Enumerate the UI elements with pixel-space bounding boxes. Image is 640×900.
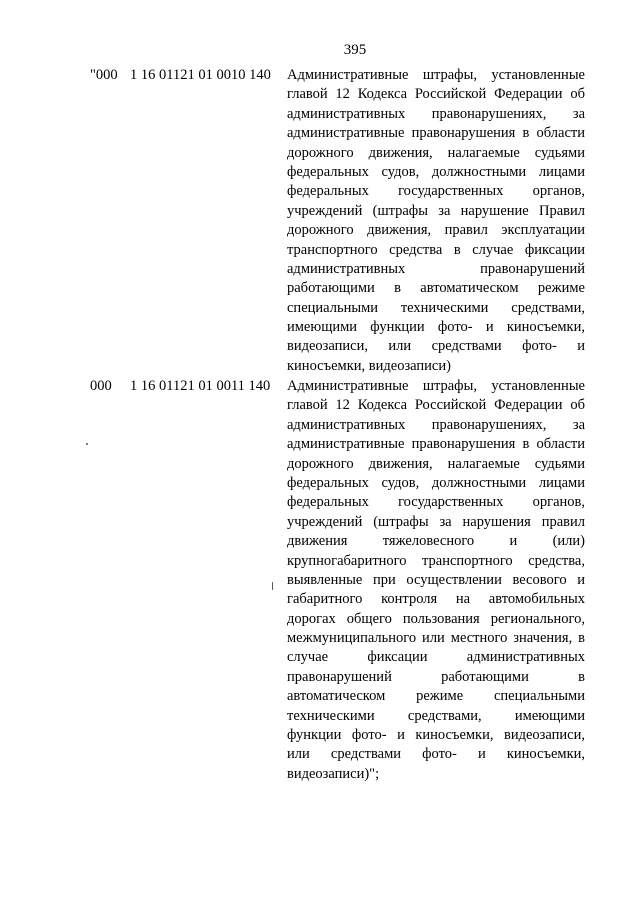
description-line: видеозаписи)"; xyxy=(287,765,380,782)
scan-speck xyxy=(272,582,273,590)
description-line: федеральных государственных органов, xyxy=(287,183,585,200)
description-line: автоматическом режиме специальными xyxy=(287,688,585,705)
description-line: выявленные при осуществлении весового и xyxy=(287,571,585,588)
entry-description xyxy=(287,66,585,376)
admin-code: "000 xyxy=(90,67,118,83)
description-line: видеозаписи, или средствами фото- и xyxy=(287,338,585,355)
description-line: административных правонарушениях, за xyxy=(287,105,585,122)
scan-speck xyxy=(86,443,88,445)
description-line: случае фиксации административных xyxy=(287,649,585,666)
description-line: имеющими функции фото- и киносъемки, xyxy=(287,319,585,336)
description-line: правонарушений работающими в xyxy=(287,668,585,685)
description-line: или средствами фото- и киносъемки, xyxy=(287,746,585,763)
description-line: крупногабаритного транспортного средства, xyxy=(287,552,585,569)
description-line: федеральных государственных органов, xyxy=(287,494,585,511)
description-line: федеральных судов, должностными лицами xyxy=(287,474,585,491)
description-line: функции фото- и киносъемки, видеозаписи, xyxy=(287,727,585,744)
description-line: движения тяжеловесного и (или) xyxy=(287,533,585,550)
description-line: Административные штрафы, установленные xyxy=(287,378,585,394)
budget-classification-code: 1 16 01121 01 0010 140 xyxy=(130,67,271,83)
description-line: главой 12 Кодекса Российской Федерации об xyxy=(287,86,585,103)
description-line: административных правонарушений xyxy=(287,260,585,277)
page-number: 395 xyxy=(343,42,367,58)
description-line: специальными техническими средствами, xyxy=(287,299,585,316)
description-line: киносъемки, видеозаписи) xyxy=(287,357,451,374)
description-line: межмуниципального или местного значения, в xyxy=(287,630,585,647)
description-line: дорожного движения, налагаемые судьями xyxy=(287,144,585,161)
description-line: главой 12 Кодекса Российской Федерации об xyxy=(287,397,585,414)
description-line: административные правонарушения в области xyxy=(287,125,585,142)
description-line: учреждений (штрафы за нарушение Правил xyxy=(287,202,585,219)
description-line: габаритного контроля на автомобильных xyxy=(287,591,585,608)
budget-classification-code: 1 16 01121 01 0011 140 xyxy=(130,378,271,394)
description-line: техническими средствами, имеющими xyxy=(287,707,585,724)
description-line: Административные штрафы, установленные xyxy=(287,67,585,83)
entry-description xyxy=(287,377,585,784)
description-line: административные правонарушения в области xyxy=(287,436,585,453)
description-line: дорогах общего пользования регионального, xyxy=(287,610,585,627)
admin-code: 000 xyxy=(90,378,112,394)
description-line: дорожного движения, правил эксплуатации xyxy=(287,222,585,239)
description-line: административных правонарушениях, за xyxy=(287,416,585,433)
description-line: транспортного средства в случае фиксации xyxy=(287,241,585,258)
description-line: работающими в автоматическом режиме xyxy=(287,280,585,297)
description-line: дорожного движения, налагаемые судьями xyxy=(287,455,585,472)
description-line: учреждений (штрафы за нарушения правил xyxy=(287,513,585,530)
description-line: федеральных судов, должностными лицами xyxy=(287,163,585,180)
